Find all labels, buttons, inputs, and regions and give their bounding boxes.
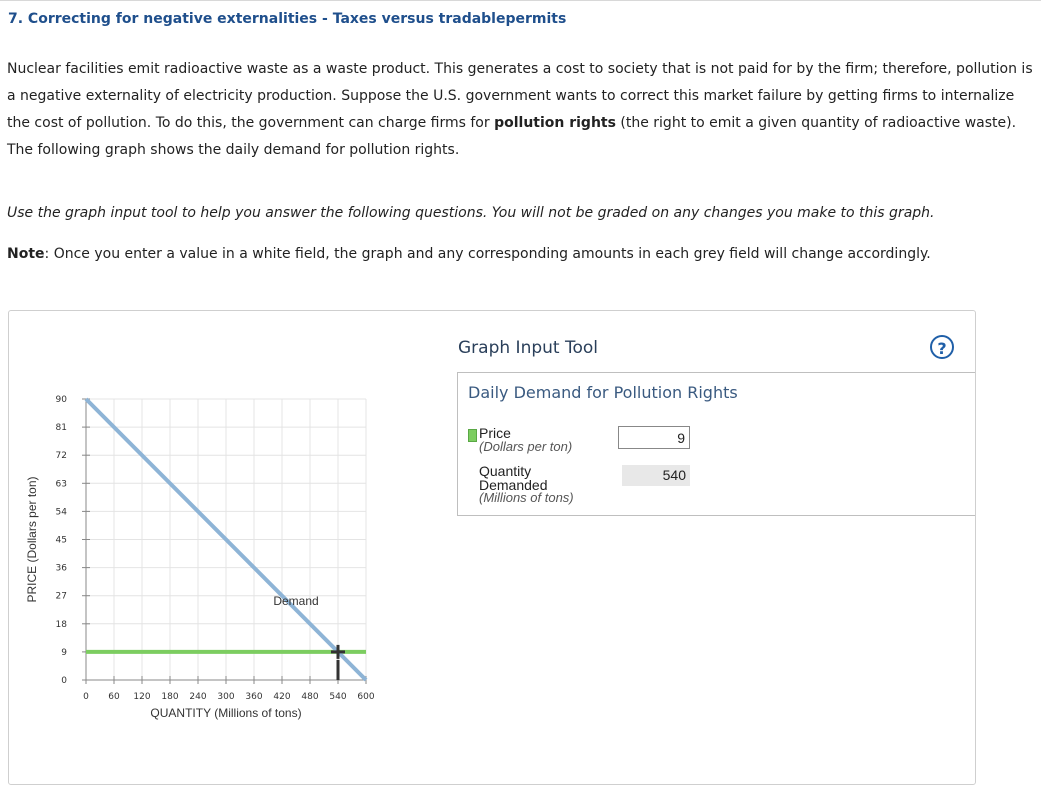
y-tick-label: 18 — [55, 619, 67, 630]
y-tick-label: 90 — [55, 395, 67, 405]
quantity-unit: (Millions of tons) — [479, 490, 574, 505]
x-tick-label: 540 — [329, 692, 347, 702]
graph-panel — [8, 310, 976, 785]
x-tick-label: 300 — [217, 692, 235, 702]
intro-text-1: Nuclear facilities emit radioactive waste as a waste product. This generates a cost to society that is not paid for by the firm; therefore, pollution is a negative externality of electricity production. Suppose the U.S. government wants to correct this market failure by getting firms to internalize the cost of pollution. To do this, the government can charge firms for — [7, 61, 1033, 131]
graph-input-tool-title: Graph Input Tool — [458, 338, 598, 358]
y-tick-label: 45 — [55, 535, 67, 546]
price-legend-swatch — [468, 429, 477, 442]
y-axis-title: PRICE (Dollars per ton) — [25, 476, 39, 603]
y-tick-label: 63 — [55, 479, 67, 490]
note-text — [7, 246, 931, 262]
quantity-demanded-field: 540 — [622, 465, 690, 486]
x-tick-label: 480 — [301, 692, 319, 702]
intro-paragraph — [7, 56, 1035, 164]
y-tick-label: 36 — [55, 563, 67, 574]
y-tick-label: 81 — [55, 423, 67, 434]
help-icon[interactable]: ? — [930, 335, 954, 359]
x-tick-label: 120 — [133, 692, 151, 702]
y-tick-label: 54 — [55, 507, 67, 518]
y-tick-label: 72 — [55, 451, 67, 462]
x-tick-label: 180 — [161, 692, 179, 702]
y-tick-label: 9 — [61, 647, 67, 658]
x-tick-label: 420 — [273, 692, 291, 702]
y-tick-label: 0 — [61, 676, 67, 686]
question-title: 7. Correcting for negative externalities - Taxes versus tradablepermits — [8, 11, 567, 27]
intro-text-2: (the right to emit a given quantity of radioactive waste). The following graph shows the daily demand for pollution rights. — [7, 115, 1017, 158]
x-axis-title: QUANTITY (Millions of tons) — [150, 706, 302, 720]
price-input[interactable] — [618, 426, 690, 449]
price-label: Price — [479, 425, 511, 441]
tool-subtitle: Daily Demand for Pollution Rights — [468, 383, 738, 402]
y-tick-label: 27 — [55, 591, 67, 602]
demanded-label: Demanded — [479, 477, 548, 493]
x-tick-label: 60 — [108, 692, 120, 702]
x-tick-label: 240 — [189, 692, 207, 702]
note-label: Note — [7, 246, 45, 262]
instructions-text: Use the graph input tool to help you answer the following questions. You will not be graded on any changes you make to this graph. — [7, 205, 935, 221]
demand-curve-label: Demand — [273, 594, 319, 609]
x-tick-label: 0 — [83, 692, 89, 702]
price-unit: (Dollars per ton) — [479, 439, 573, 454]
graph-input-tool-box — [457, 372, 975, 516]
x-tick-label: 360 — [245, 692, 263, 702]
top-divider — [0, 0, 1041, 1]
x-tick-label: 600 — [357, 692, 375, 702]
note-body: : Once you enter a value in a white field, the graph and any corresponding amounts in each grey field will change accordingly. — [44, 246, 931, 262]
quantity-label: Quantity — [479, 463, 532, 479]
demand-chart[interactable] — [9, 311, 449, 784]
intro-bold-term: pollution rights — [494, 115, 616, 131]
